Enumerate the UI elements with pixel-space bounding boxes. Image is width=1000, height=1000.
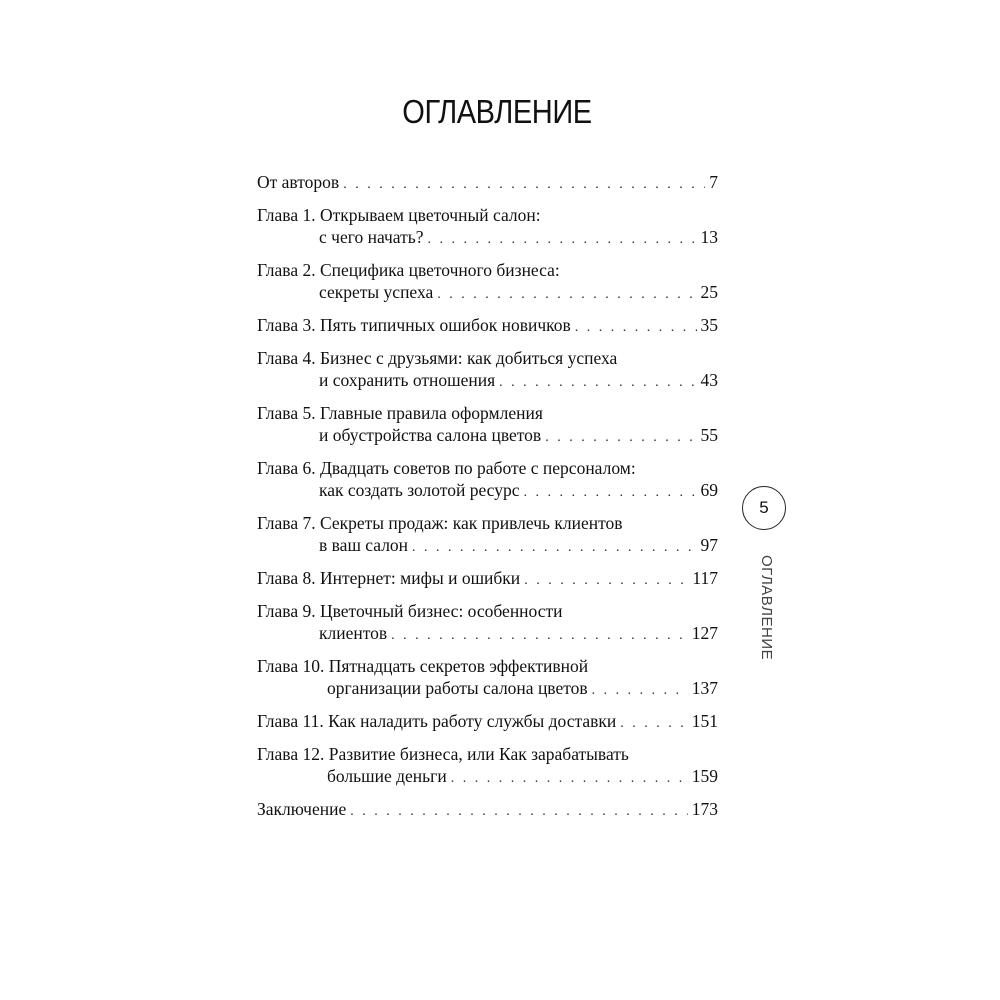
toc-entry-title-cont: в ваш салон (319, 535, 409, 555)
toc-entry[interactable] (257, 710, 718, 732)
toc-entry-title: Глава 2. Специфика цветочного бизнеса: (257, 260, 560, 280)
toc-page-number: 69 (700, 480, 718, 500)
toc-entry-title-cont: как создать золотой ресурс (319, 480, 520, 500)
toc-page-number: 35 (700, 315, 718, 335)
toc-entry[interactable] (257, 600, 718, 622)
toc-page-number: 55 (700, 425, 718, 445)
toc-entry-continuation[interactable] (257, 622, 718, 644)
toc-entry-title: Глава 9. Цветочный бизнес: особенности (257, 601, 563, 621)
toc-entry[interactable] (257, 512, 718, 534)
toc-page-number: 137 (691, 678, 718, 698)
toc-entry[interactable] (257, 347, 718, 369)
toc-entry-title: Глава 12. Развитие бизнеса, или Как зарабатывать (257, 744, 629, 764)
page-number: 5 (742, 486, 786, 530)
dot-leader (545, 427, 696, 449)
toc-page-number: 159 (691, 766, 718, 786)
toc-entry-title: Глава 5. Главные правила оформления (257, 403, 543, 423)
dot-leader (428, 229, 697, 251)
toc-entry-title: Глава 11. Как наладить работу службы доставки (257, 711, 617, 731)
toc-entry-continuation[interactable] (257, 479, 718, 501)
toc-entry-continuation[interactable] (257, 281, 718, 303)
toc-entry[interactable] (257, 743, 718, 765)
toc-entry[interactable] (257, 259, 718, 281)
toc-page-number: 173 (691, 799, 718, 819)
running-head: ОГЛАВЛЕНИЕ (758, 555, 775, 661)
toc-page-number: 43 (700, 370, 718, 390)
toc-entry-title-cont: и сохранить отношения (319, 370, 496, 390)
toc-entry-title-cont: большие деньги (327, 766, 447, 786)
toc-entry-continuation[interactable] (257, 765, 718, 787)
dot-leader (524, 570, 688, 592)
toc-page-number: 117 (692, 568, 718, 588)
toc-entry-title-cont: и обустройства салона цветов (319, 425, 542, 445)
toc-entry[interactable] (257, 798, 718, 820)
toc-entry-title-cont: клиентов (319, 623, 388, 643)
table-of-contents (257, 171, 718, 831)
toc-page-number: 13 (700, 227, 718, 247)
toc-entry[interactable] (257, 314, 718, 336)
toc-entry-title: Глава 1. Открываем цветочный салон: (257, 205, 541, 225)
toc-entry-continuation[interactable] (257, 677, 718, 699)
toc-page-number: 25 (700, 282, 718, 302)
toc-entry-continuation[interactable] (257, 534, 718, 556)
toc-entry-title-cont: с чего начать? (319, 227, 424, 247)
dot-leader (437, 284, 696, 306)
toc-entry[interactable] (257, 402, 718, 424)
toc-page-number: 7 (709, 172, 718, 192)
toc-entry-title: От авторов (257, 172, 340, 192)
dot-leader (523, 482, 696, 504)
dot-leader (350, 801, 688, 823)
toc-entry[interactable] (257, 204, 718, 226)
toc-entry-title: Глава 6. Двадцать советов по работе с персоналом: (257, 458, 636, 478)
page-title: ОГЛАВЛЕНИЕ (402, 93, 592, 130)
toc-entry-continuation[interactable] (257, 424, 718, 446)
dot-leader (575, 317, 697, 339)
toc-entry-continuation[interactable] (257, 369, 718, 391)
toc-entry[interactable] (257, 457, 718, 479)
dot-leader (412, 537, 696, 559)
toc-entry[interactable] (257, 567, 718, 589)
toc-entry-title: Глава 8. Интернет: мифы и ошибки (257, 568, 521, 588)
toc-entry[interactable] (257, 171, 718, 193)
toc-entry[interactable] (257, 655, 718, 677)
toc-entry-title: Глава 3. Пять типичных ошибок новичков (257, 315, 571, 335)
dot-leader (620, 713, 688, 735)
toc-entry-title: Глава 10. Пятнадцать секретов эффективной (257, 656, 589, 676)
dot-leader (343, 174, 705, 196)
dot-leader (451, 768, 688, 790)
dot-leader (592, 680, 688, 702)
dot-leader (391, 625, 688, 647)
toc-page-number: 97 (700, 535, 718, 555)
toc-page-number: 127 (691, 623, 718, 643)
toc-entry-continuation[interactable] (257, 226, 718, 248)
toc-entry-title-cont: секреты успеха (319, 282, 434, 302)
toc-entry-title-cont: организации работы салона цветов (327, 678, 588, 698)
toc-entry-title: Заключение (257, 799, 347, 819)
toc-entry-title: Глава 4. Бизнес с друзьями: как добиться успеха (257, 348, 618, 368)
toc-page-number: 151 (691, 711, 718, 731)
dot-leader (499, 372, 696, 394)
toc-entry-title: Глава 7. Секреты продаж: как привлечь клиентов (257, 513, 623, 533)
